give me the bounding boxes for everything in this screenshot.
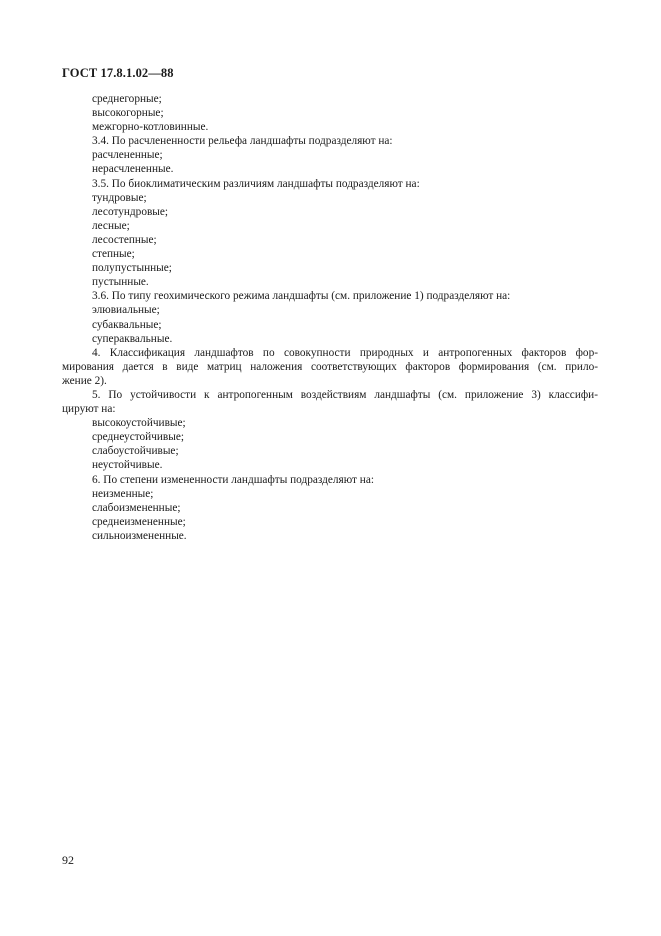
text-line: нерасчлененные. [92, 163, 174, 176]
text-line: межгорно-котловинные. [92, 121, 209, 134]
text-line: высокогорные; [92, 107, 164, 120]
paragraph-4-line: жение 2). [62, 374, 107, 387]
text-line: элювиальные; [92, 304, 160, 317]
text-line: среднеустойчивые; [92, 431, 185, 444]
document-header: ГОСТ 17.8.1.02—88 [62, 66, 174, 80]
paragraph-4-line: мирования дается в виде матриц наложения соответствующих факторов формирования (см. прило- [62, 360, 598, 373]
paragraph-5-line: 5. По устойчивости к антропогенным воздействиям ландшафты (см. приложение 3) классифи- [92, 388, 598, 401]
text-line: супераквальные. [92, 332, 173, 345]
text-line: степные; [92, 248, 135, 261]
section-heading-6: 6. По степени измененности ландшафты подразделяют на: [92, 473, 374, 486]
document-body [62, 92, 598, 543]
section-heading-3-5: 3.5. По биоклиматическим различиям ландшафты подразделяют на: [92, 177, 420, 190]
text-line: пустынные. [92, 276, 149, 289]
text-line: неизменные; [92, 487, 154, 500]
text-line: среднегорные; [92, 93, 162, 105]
paragraph-4-line: 4. Классификация ландшафтов по совокупности природных и антропогенных факторов фор- [92, 346, 598, 359]
text-line: слабоустойчивые; [92, 445, 179, 458]
text-line: слабоизмененные; [92, 501, 181, 514]
text-line: лесостепные; [92, 233, 157, 246]
text-line: расчлененные; [92, 149, 163, 162]
text-line: среднеизмененные; [92, 515, 186, 528]
section-heading-3-4: 3.4. По расчлененности рельефа ландшафты подразделяют на: [92, 135, 393, 148]
text-line: высокоустойчивые; [92, 417, 186, 430]
text-line: тундровые; [92, 191, 147, 204]
text-line: субаквальные; [92, 318, 162, 331]
text-line: полупустынные; [92, 262, 172, 275]
page-number: 92 [62, 853, 74, 867]
section-heading-3-6: 3.6. По типу геохимического режима ландшафты (см. приложение 1) подразделяют на: [92, 290, 511, 303]
text-line: лесные; [92, 219, 130, 232]
paragraph-5-line: цируют на: [62, 403, 116, 416]
text-line: неустойчивые. [92, 459, 163, 472]
text-line: лесотундровые; [92, 205, 169, 218]
text-line: сильноизмененные. [92, 529, 187, 542]
